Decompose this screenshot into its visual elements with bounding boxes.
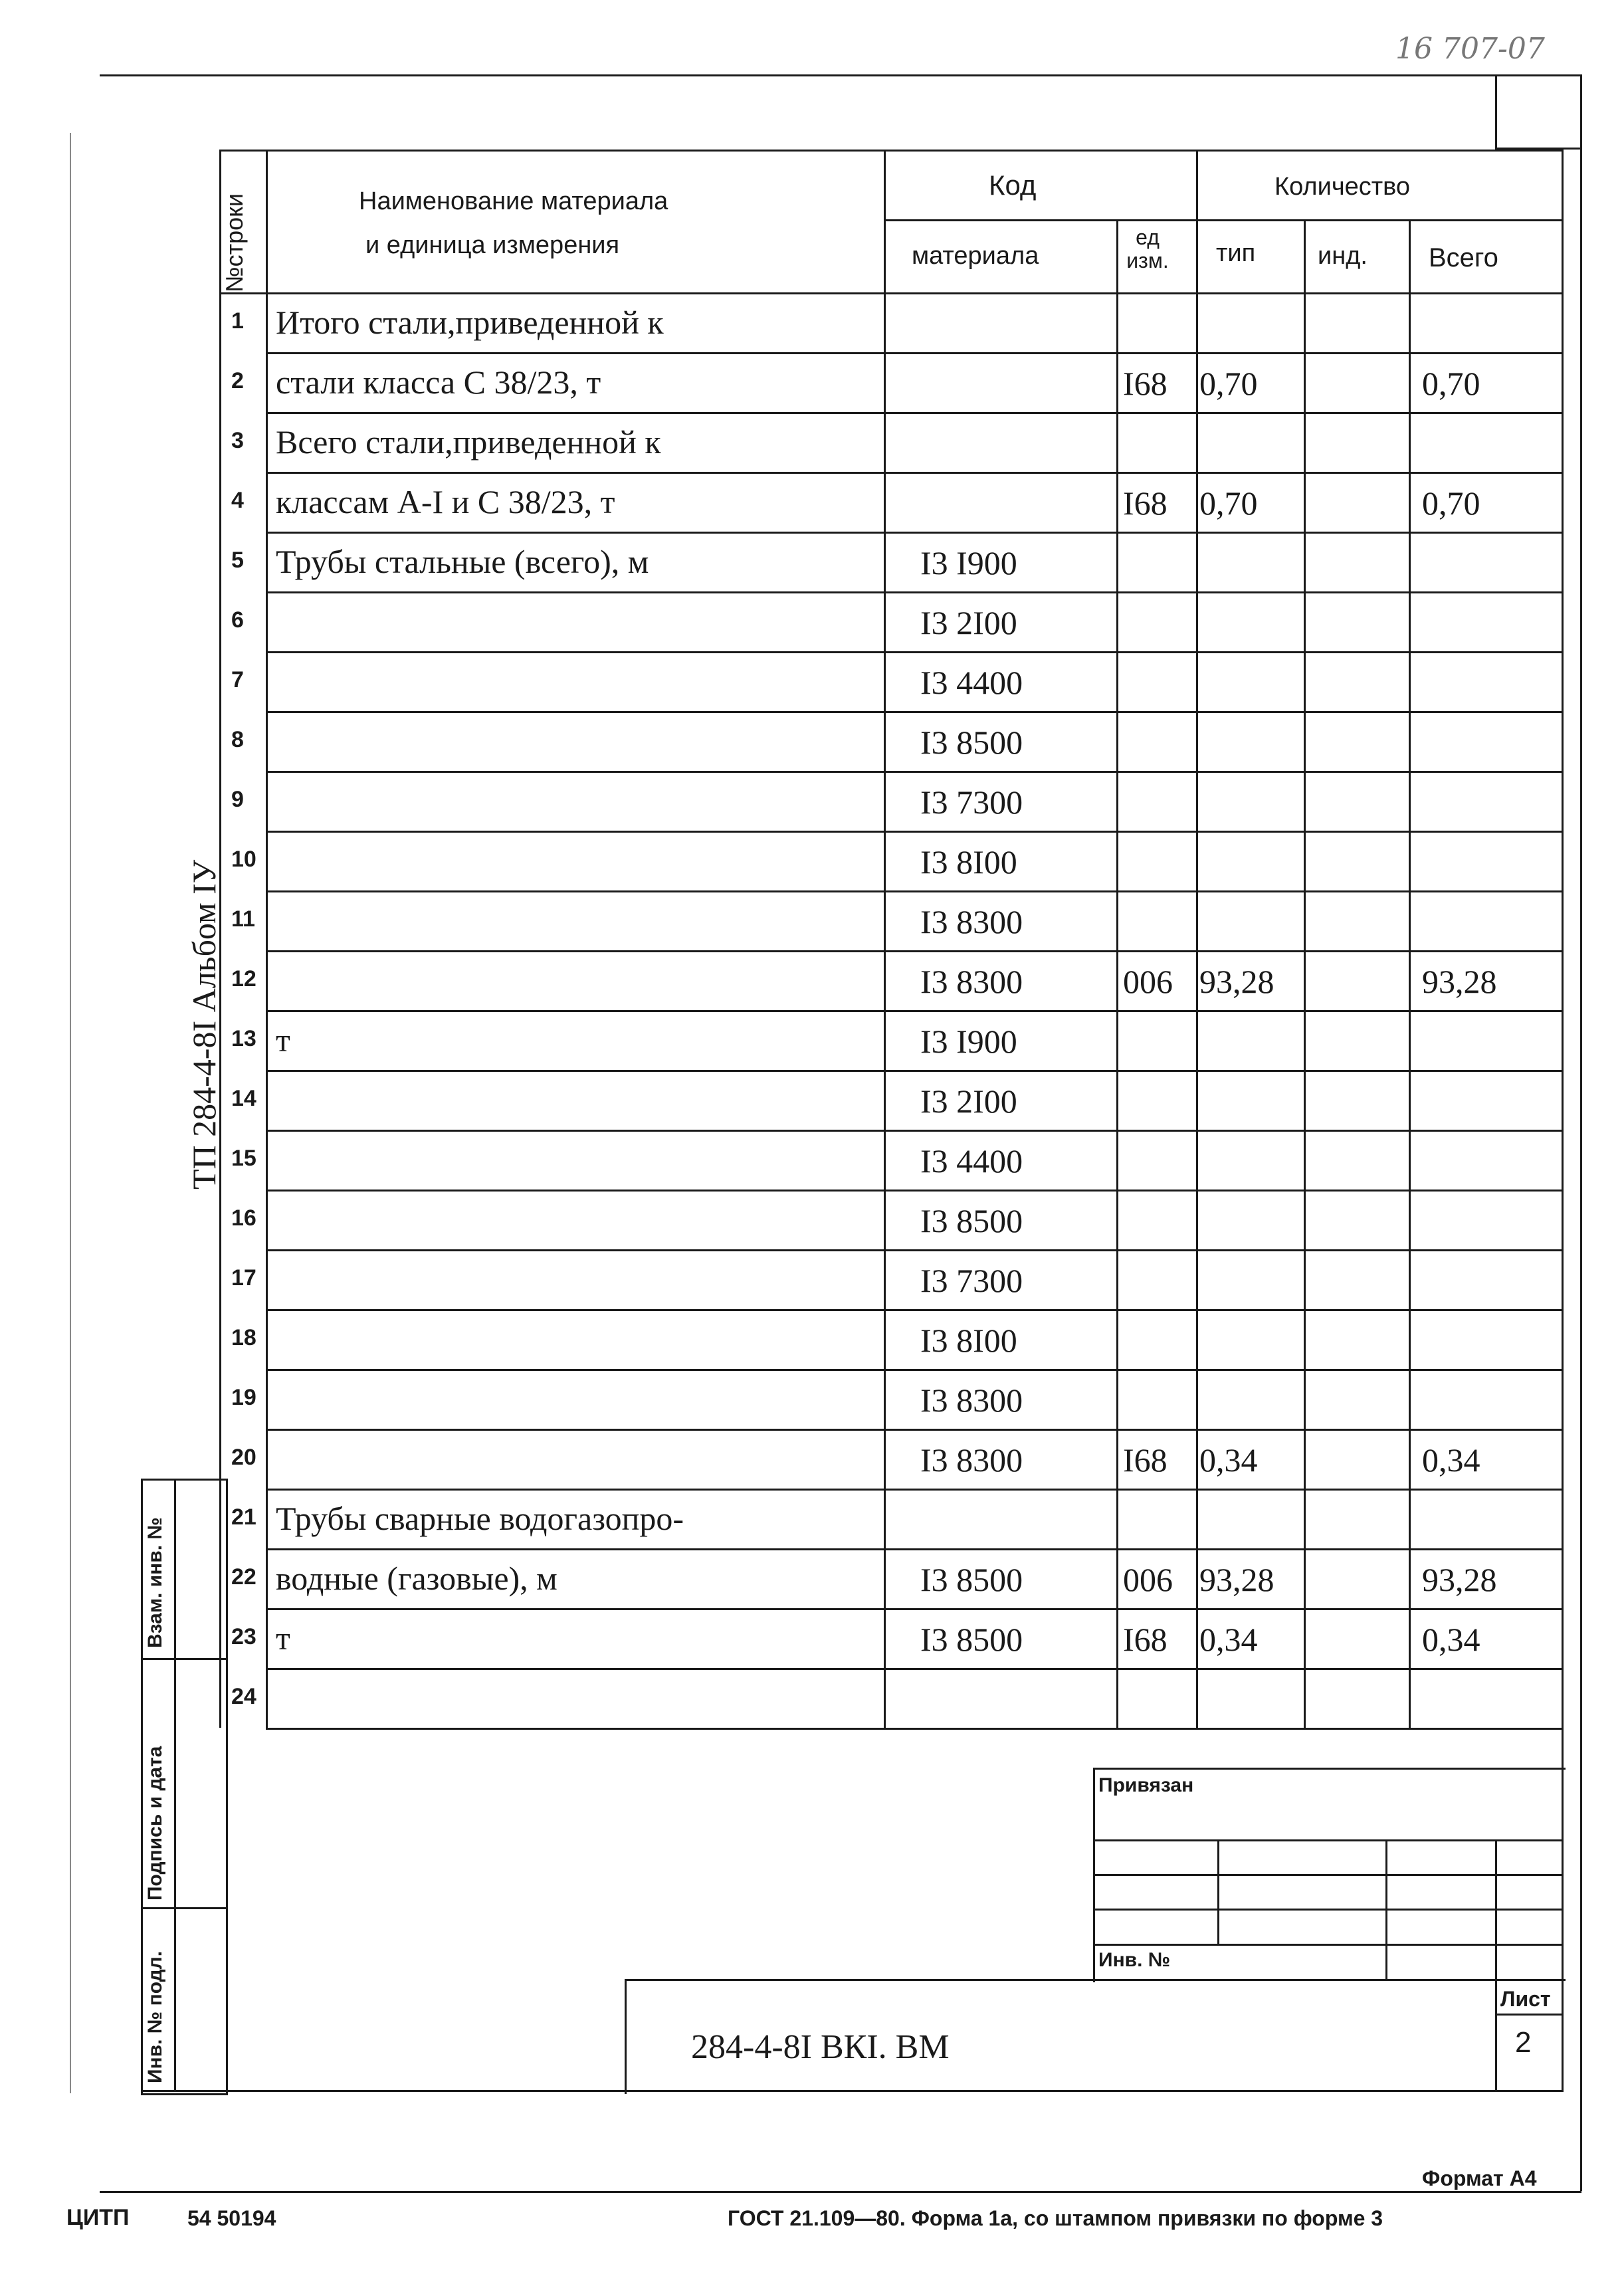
row-line <box>266 890 1562 892</box>
unit-code: 006 <box>1123 963 1173 1000</box>
row-line <box>266 1668 1562 1670</box>
frame-left-line <box>70 133 71 2093</box>
qty-total: 93,28 <box>1422 1561 1497 1598</box>
col-tot <box>1409 219 1411 1728</box>
row-number: 10 <box>231 847 256 872</box>
qty-type: 0,70 <box>1199 365 1258 402</box>
row-line <box>266 412 1562 414</box>
row-number: 4 <box>231 488 244 513</box>
side-stamp-inner-line <box>174 1479 176 2091</box>
material-name: водные (газовые), м <box>276 1560 558 1597</box>
table-right-frame <box>1562 150 1564 2092</box>
row-number: 1 <box>231 308 244 334</box>
material-code: I3 8500 <box>920 1561 1023 1598</box>
row-line <box>266 1608 1562 1610</box>
side-label-inv-podl: Инв. № подл. <box>144 1950 166 2083</box>
row-line <box>266 651 1562 653</box>
col-ind <box>1304 219 1306 1728</box>
material-code: I3 2I00 <box>920 1083 1017 1120</box>
row-number: 19 <box>231 1385 256 1410</box>
row-number: 15 <box>231 1146 256 1171</box>
binding-stamp-label: Привязан <box>1098 1774 1194 1796</box>
header-bottom-line <box>219 292 1564 294</box>
material-code: I3 8300 <box>920 903 1023 940</box>
sheet-box-line <box>1495 2014 1564 2016</box>
material-code: I3 8500 <box>920 1202 1023 1239</box>
material-name: т <box>276 1619 290 1657</box>
row-line <box>266 532 1562 534</box>
document-designation: 284-4-8I ВКI. ВМ <box>691 2028 950 2066</box>
header-name-line2: и единица измерения <box>365 231 620 259</box>
binding-stamp-col-1 <box>1217 1839 1219 1944</box>
row-number: 24 <box>231 1684 256 1709</box>
row-number: 22 <box>231 1564 256 1590</box>
row-line <box>266 1728 1562 1730</box>
row-line <box>266 711 1562 713</box>
material-code: I3 8300 <box>920 963 1023 1000</box>
row-line <box>266 352 1562 354</box>
qty-total: 93,28 <box>1422 963 1497 1000</box>
row-number: 14 <box>231 1086 256 1111</box>
header-code-divider <box>884 219 1562 221</box>
row-number: 7 <box>231 667 244 692</box>
table-bottom-frame <box>141 2090 1564 2092</box>
row-line <box>266 1249 1562 1251</box>
footer-order: 54 50194 <box>187 2206 276 2230</box>
header-row-number: №строки <box>221 193 248 292</box>
footer-gost: ГОСТ 21.109—80. Форма 1а, со штампом привязки по форме 3 <box>728 2206 1383 2230</box>
row-number: 17 <box>231 1265 256 1291</box>
row-line <box>266 1429 1562 1431</box>
material-name: Трубы сварные водогазопро- <box>276 1500 684 1537</box>
row-number: 21 <box>231 1504 256 1530</box>
header-qty-type: тип <box>1216 239 1256 267</box>
corner-box <box>1495 74 1582 150</box>
col-unit <box>1116 219 1118 1728</box>
row-number: 13 <box>231 1026 256 1051</box>
qty-total: 0,34 <box>1422 1441 1480 1479</box>
row-line <box>266 1010 1562 1012</box>
material-name: Итого стали,приведенной к <box>276 304 664 341</box>
binding-stamp-row-2 <box>1093 1874 1564 1876</box>
row-line <box>266 591 1562 593</box>
row-number: 18 <box>231 1325 256 1350</box>
sheet-number: 2 <box>1515 2026 1532 2059</box>
unit-code: I68 <box>1123 1441 1167 1479</box>
qty-total: 0,34 <box>1422 1621 1480 1658</box>
qty-type: 0,70 <box>1199 484 1258 522</box>
row-line <box>266 950 1562 952</box>
sheet-label: Лист <box>1500 1987 1551 2011</box>
qty-type: 93,28 <box>1199 963 1274 1000</box>
corner-note: 16 707-07 <box>1395 32 1545 66</box>
header-code: Код <box>989 169 1037 201</box>
material-name: классам А-I и С 38/23, т <box>276 483 615 520</box>
side-stamp-divider-2 <box>141 1907 226 1909</box>
row-line <box>266 472 1562 474</box>
row-number: 5 <box>231 548 244 573</box>
sheet-box-divider <box>1495 1979 1497 2092</box>
unit-code: 006 <box>1123 1561 1173 1598</box>
row-number: 12 <box>231 966 256 991</box>
qty-type: 93,28 <box>1199 1561 1274 1598</box>
qty-total: 0,70 <box>1422 484 1480 522</box>
header-qty-total: Всего <box>1429 243 1498 272</box>
row-line <box>266 1489 1562 1491</box>
side-title: ТП 284-4-8I Альбом IУ <box>185 859 223 1190</box>
row-line <box>266 1190 1562 1192</box>
row-number: 16 <box>231 1205 256 1231</box>
row-number: 23 <box>231 1624 256 1649</box>
material-code: I3 7300 <box>920 1262 1023 1299</box>
qty-total: 0,70 <box>1422 365 1480 402</box>
row-number: 9 <box>231 787 244 812</box>
row-number: 11 <box>231 906 255 932</box>
binding-stamp-col-3 <box>1495 1839 1497 1979</box>
side-label-podpis: Подпись и дата <box>144 1746 166 1901</box>
material-name: Всего стали,приведенной к <box>276 423 661 461</box>
header-quantity: Количество <box>1274 173 1411 201</box>
material-code: I3 7300 <box>920 783 1023 821</box>
material-code: I3 4400 <box>920 1142 1023 1180</box>
row-line <box>266 1548 1562 1550</box>
material-code: I3 8300 <box>920 1441 1023 1479</box>
unit-code: I68 <box>1123 484 1167 522</box>
row-line <box>266 1369 1562 1371</box>
side-stamp-divider-1 <box>141 1658 226 1660</box>
row-number: 3 <box>231 428 244 453</box>
material-code: I3 8500 <box>920 1621 1023 1658</box>
material-code: I3 I900 <box>920 1023 1017 1060</box>
col-num <box>266 150 268 1728</box>
header-name-line1: Наименование материала <box>359 187 668 215</box>
material-name: Трубы стальные (всего), м <box>276 543 649 580</box>
material-code: I3 I900 <box>920 544 1017 581</box>
table-top-line <box>219 150 1564 152</box>
row-number: 20 <box>231 1445 256 1470</box>
unit-code: I68 <box>1123 1621 1167 1658</box>
side-label-vzam: Взам. инв. № <box>144 1517 166 1648</box>
row-number: 8 <box>231 727 244 752</box>
row-line <box>266 1130 1562 1132</box>
row-number: 6 <box>231 607 244 633</box>
material-code: I3 8300 <box>920 1382 1023 1419</box>
material-code: I3 8I00 <box>920 843 1017 881</box>
qty-type: 0,34 <box>1199 1441 1258 1479</box>
row-number: 2 <box>231 368 244 393</box>
row-line <box>266 1309 1562 1311</box>
row-line <box>266 771 1562 773</box>
col-name <box>884 150 886 1728</box>
material-name: стали класса С 38/23, т <box>276 363 601 401</box>
header-code-material: материала <box>912 242 1039 270</box>
binding-stamp-col-2 <box>1385 1839 1387 1979</box>
binding-stamp-row-1 <box>1093 1839 1564 1841</box>
qty-type: 0,34 <box>1199 1621 1258 1658</box>
material-code: I3 2I00 <box>920 604 1017 641</box>
header-qty-ind: инд. <box>1318 242 1368 270</box>
footer-org: ЦИТП <box>66 2205 130 2230</box>
col-typ <box>1196 150 1198 1728</box>
footer-format: Формат А4 <box>1422 2166 1537 2190</box>
binding-stamp-row-3 <box>1093 1909 1564 1911</box>
frame-bottom-line <box>100 2191 1581 2193</box>
material-code: I3 8I00 <box>920 1322 1017 1359</box>
binding-stamp-row-4 <box>1093 1944 1564 1946</box>
row-line <box>266 831 1562 833</box>
material-code: I3 4400 <box>920 664 1023 701</box>
material-name: т <box>276 1021 290 1059</box>
unit-code: I68 <box>1123 365 1167 402</box>
material-code: I3 8500 <box>920 724 1023 761</box>
binding-stamp-inv-label: Инв. № <box>1098 1949 1171 1971</box>
row-line <box>266 1070 1562 1072</box>
frame-top-line <box>100 74 1581 76</box>
frame-right-line <box>1580 74 1582 2191</box>
header-code-unit: ед изм. <box>1126 225 1169 273</box>
